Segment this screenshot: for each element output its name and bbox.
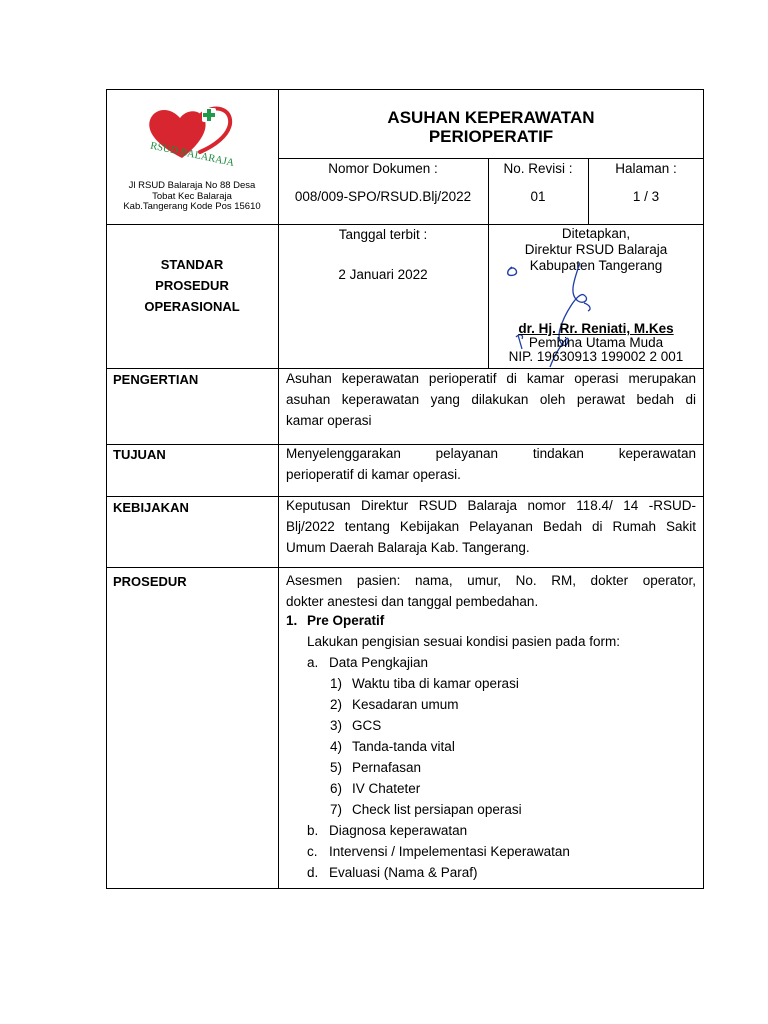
data-item-mark: 6) <box>330 781 343 796</box>
sub-item-a-mark: a. <box>307 655 319 670</box>
data-item-text: Kesadaran umum <box>352 697 459 712</box>
sub-item-c-mark: c. <box>307 844 318 859</box>
table-right-border <box>703 89 704 889</box>
pengertian-label: PENGERTIAN <box>113 372 199 387</box>
kebijakan-label: KEBIJAKAN <box>113 500 189 515</box>
data-item-text: GCS <box>352 718 382 733</box>
data-item-text: IV Chateter <box>352 781 421 796</box>
data-item-mark: 3) <box>330 718 343 733</box>
prosedur-intro: Asesmen pasien: nama, umur, No. RM, dokter operator, dokter anestesi dan tanggal pembedahan. <box>286 573 696 609</box>
data-item-mark: 2) <box>330 697 343 712</box>
label-column-divider <box>278 89 279 889</box>
data-item-mark: 7) <box>330 802 343 817</box>
approval-line-1: Ditetapkan, <box>561 226 631 241</box>
step-1-title: Pre Operatif <box>307 613 385 628</box>
data-item-text: Pernafasan <box>352 760 422 775</box>
sop-type-line-3: OPERASIONAL <box>144 299 240 314</box>
revision-value: 01 <box>530 189 546 204</box>
data-item-text: Check list persiapan operasi <box>352 802 522 817</box>
sop-type-line-1: STANDAR <box>160 257 224 272</box>
sub-item-b-text: Diagnosa keperawatan <box>329 823 468 838</box>
title-divider <box>278 158 704 159</box>
sub-item-d-text: Evaluasi (Nama & Paraf) <box>329 865 478 880</box>
doc-number-value: 008/009-SPO/RSUD.Blj/2022 <box>294 189 472 204</box>
data-item-mark: 1) <box>330 676 343 691</box>
prosedur-label: PROSEDUR <box>113 574 187 589</box>
data-item-mark: 4) <box>330 739 343 754</box>
address-line-2: Tobat Kec Balaraja <box>152 190 232 202</box>
page-value: 1 / 3 <box>632 189 660 204</box>
sub-item-c-text: Intervensi / Impelementasi Keperawatan <box>329 844 570 859</box>
page-label: Halaman : <box>615 161 677 176</box>
signer-nip: NIP. 19630913 199002 2 001 <box>508 349 684 364</box>
data-item-text: Tanda-tanda vital <box>352 739 455 754</box>
kebijakan-text: Keputusan Direktur RSUD Balaraja nomor 118.4/ 14 -RSUD- Blj/2022 tentang Kebijakan Pelayanan Bedah di Rumah Sakit Umum Daerah Balaraja Kab. Tangerang. <box>286 498 696 555</box>
sub-item-d-mark: d. <box>307 865 319 880</box>
table-bottom-border <box>106 888 704 889</box>
doc-number-label: Nomor Dokumen : <box>328 161 438 176</box>
signer-rank: Pembina Utama Muda <box>528 335 664 350</box>
document-title-line-1: ASUHAN KEPERAWATAN <box>387 108 595 127</box>
issue-date-value: 2 Januari 2022 <box>338 267 428 282</box>
table-left-border <box>106 89 107 889</box>
document-title-line-2: PERIOPERATIF <box>428 127 554 146</box>
revision-label: No. Revisi : <box>503 161 573 176</box>
date-column-divider <box>488 158 489 369</box>
table-top-border <box>106 89 704 90</box>
sop-type-line-2: PROSEDUR <box>155 278 229 293</box>
hospital-logo <box>140 100 250 180</box>
approval-line-3: Kabupaten Tangerang <box>529 258 663 273</box>
step-1-number: 1. <box>286 613 298 628</box>
tujuan-text: Menyelenggarakan pelayanan tindakan keperawatan perioperatif di kamar operasi. <box>286 446 696 482</box>
address-line-3: Kab.Tangerang Kode Pos 15610 <box>123 201 261 212</box>
address-line-1: Jl RSUD Balaraja No 88 Desa <box>128 180 256 191</box>
logo-text: RSUD BALARAJA <box>149 140 236 170</box>
pengertian-text: Asuhan keperawatan perioperatif di kamar operasi merupakan asuhan keperawatan yang dilakukan oleh perawat bedah di kamar operasi <box>286 371 696 428</box>
approval-line-2: Direktur RSUD Balaraja <box>524 242 668 257</box>
sub-item-b-mark: b. <box>307 823 319 838</box>
revision-column-divider <box>588 158 589 225</box>
kebijakan-divider <box>106 567 704 568</box>
issue-date-label: Tanggal terbit : <box>338 227 428 242</box>
signer-name: dr. Hj. Rr. Reniati, M.Kes <box>518 321 674 336</box>
sub-item-a-text: Data Pengkajian <box>329 655 429 670</box>
data-item-text: Waktu tiba di kamar operasi <box>352 676 519 691</box>
tujuan-label: TUJUAN <box>113 447 166 462</box>
data-item-mark: 5) <box>330 760 343 775</box>
step-1-description: Lakukan pengisian sesuai kondisi pasien pada form: <box>307 634 620 649</box>
